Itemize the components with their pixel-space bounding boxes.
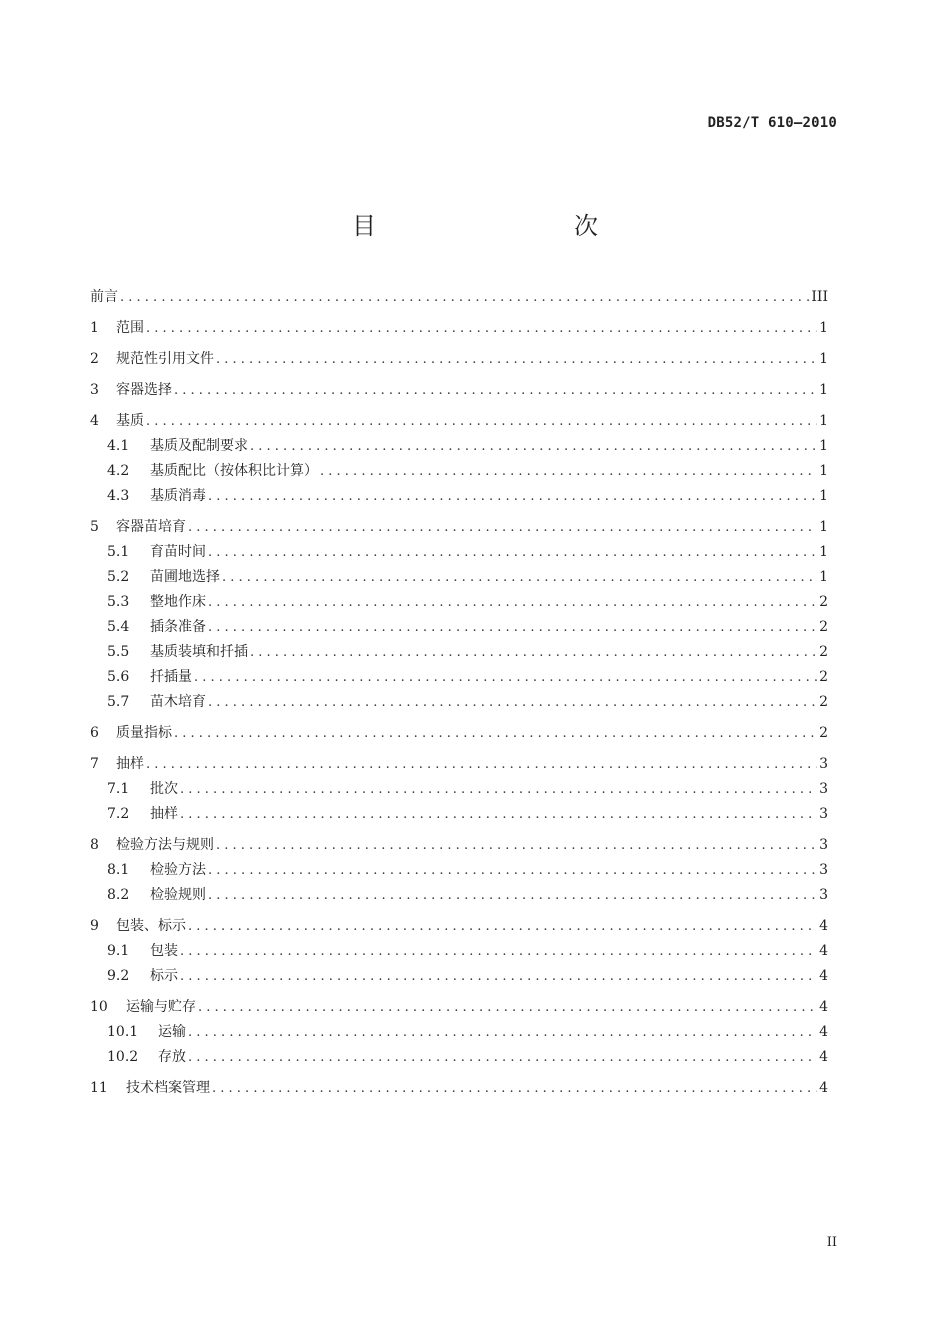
toc-entry-label: 检验规则 xyxy=(150,887,206,903)
toc-entry-label: 整地作床 xyxy=(150,594,206,610)
toc-entry-label: 检验方法与规则 xyxy=(116,837,214,853)
toc-entry-page: 1 xyxy=(819,413,828,429)
toc-entry[interactable] xyxy=(90,914,828,939)
toc-entry-label: 质量指标 xyxy=(116,725,172,741)
dot-leader xyxy=(320,459,817,484)
toc-entry-number: 5.3 xyxy=(107,594,130,610)
toc-entry-label: 抽样 xyxy=(116,756,144,772)
toc-entry-label: 检验方法 xyxy=(150,862,206,878)
toc-entry[interactable] xyxy=(90,721,828,746)
toc-entry-label: 容器选择 xyxy=(116,382,172,398)
toc-entry[interactable] xyxy=(90,540,828,565)
table-of-contents xyxy=(90,285,828,1101)
toc-entry-number: 8 xyxy=(90,837,99,853)
toc-entry-label: 基质装填和扦插 xyxy=(150,644,248,660)
toc-entry[interactable] xyxy=(90,964,828,989)
toc-entry-page: 3 xyxy=(819,862,828,878)
toc-entry-page: 3 xyxy=(819,781,828,797)
dot-leader xyxy=(250,434,817,459)
toc-entry-page: 1 xyxy=(819,488,828,504)
toc-entry-label: 批次 xyxy=(150,781,178,797)
toc-entry-label: 前言 xyxy=(90,289,118,305)
toc-entry-label: 包装 xyxy=(150,943,178,959)
toc-entry-page: 4 xyxy=(819,943,828,959)
toc-entry-page: 1 xyxy=(819,519,828,535)
dot-leader xyxy=(216,833,817,858)
toc-entry-label: 规范性引用文件 xyxy=(116,351,214,367)
toc-entry[interactable] xyxy=(90,1076,828,1101)
toc-entry-label: 基质 xyxy=(116,413,144,429)
toc-entry-number: 5 xyxy=(90,519,99,535)
dot-leader xyxy=(146,409,817,434)
toc-entry[interactable] xyxy=(90,515,828,540)
toc-entry-number: 5.4 xyxy=(107,619,130,635)
toc-entry-label: 包装、标示 xyxy=(116,918,186,934)
toc-entry-number: 11 xyxy=(90,1080,108,1096)
toc-entry-label: 范围 xyxy=(116,320,144,336)
dot-leader xyxy=(174,378,817,403)
dot-leader xyxy=(194,665,817,690)
dot-leader xyxy=(208,883,817,908)
toc-entry-page: 4 xyxy=(819,1049,828,1065)
toc-entry-label: 技术档案管理 xyxy=(126,1080,210,1096)
toc-entry-page: 1 xyxy=(819,320,828,336)
toc-entry-label: 插条准备 xyxy=(150,619,206,635)
dot-leader xyxy=(208,540,817,565)
toc-entry[interactable] xyxy=(90,316,828,341)
toc-entry-page: 3 xyxy=(819,837,828,853)
toc-entry-page: 4 xyxy=(819,1024,828,1040)
dot-leader xyxy=(120,285,809,310)
toc-entry[interactable] xyxy=(90,777,828,802)
dot-leader xyxy=(146,316,817,341)
toc-entry-number: 4 xyxy=(90,413,99,429)
toc-entry[interactable] xyxy=(90,1045,828,1070)
toc-entry-page: 4 xyxy=(819,999,828,1015)
toc-entry-number: 5.7 xyxy=(107,694,130,710)
toc-entry-page: 4 xyxy=(819,1080,828,1096)
toc-entry-number: 5.6 xyxy=(107,669,130,685)
toc-entry-label: 基质消毒 xyxy=(150,488,206,504)
toc-entry[interactable] xyxy=(90,995,828,1020)
toc-entry-page: 2 xyxy=(819,669,828,685)
toc-entry[interactable] xyxy=(90,565,828,590)
dot-leader xyxy=(174,721,817,746)
dot-leader xyxy=(250,640,817,665)
toc-entry-page: 4 xyxy=(819,918,828,934)
toc-entry-page: 1 xyxy=(819,463,828,479)
toc-entry[interactable] xyxy=(90,409,828,434)
toc-entry[interactable] xyxy=(90,459,828,484)
toc-entry[interactable] xyxy=(90,484,828,509)
toc-entry-number: 4.1 xyxy=(107,438,130,454)
toc-entry-page: III xyxy=(811,289,828,305)
dot-leader xyxy=(146,752,817,777)
toc-entry-number: 7.1 xyxy=(107,781,130,797)
page-title: 目 次 xyxy=(352,212,648,240)
dot-leader xyxy=(208,590,817,615)
toc-entry-number: 4.3 xyxy=(107,488,130,504)
dot-leader xyxy=(222,565,817,590)
toc-entry-number: 3 xyxy=(90,382,99,398)
toc-entry-number: 9 xyxy=(90,918,99,934)
toc-entry-label: 运输与贮存 xyxy=(126,999,196,1015)
toc-entry[interactable] xyxy=(90,883,828,908)
dot-leader xyxy=(208,484,817,509)
toc-entry[interactable] xyxy=(90,378,828,403)
dot-leader xyxy=(198,995,817,1020)
toc-entry-number: 5.1 xyxy=(107,544,130,560)
toc-entry-number: 6 xyxy=(90,725,99,741)
toc-entry-label: 基质及配制要求 xyxy=(150,438,248,454)
dot-leader xyxy=(180,939,817,964)
toc-entry[interactable] xyxy=(90,752,828,777)
toc-entry-label: 容器苗培育 xyxy=(116,519,186,535)
document-code: DB52/T 610—2010 xyxy=(707,115,837,131)
dot-leader xyxy=(188,1045,817,1070)
toc-entry-number: 9.1 xyxy=(107,943,130,959)
toc-entry[interactable] xyxy=(90,802,828,827)
toc-entry[interactable] xyxy=(90,833,828,858)
toc-entry-number: 5.5 xyxy=(107,644,130,660)
toc-entry-page: 2 xyxy=(819,725,828,741)
dot-leader xyxy=(188,914,817,939)
toc-entry-number: 5.2 xyxy=(107,569,130,585)
toc-entry[interactable] xyxy=(90,615,828,640)
toc-entry-number: 10.1 xyxy=(107,1024,139,1040)
toc-entry[interactable] xyxy=(90,665,828,690)
toc-entry-label: 扦插量 xyxy=(150,669,192,685)
dot-leader xyxy=(216,347,817,372)
toc-entry-label: 基质配比（按体积比计算） xyxy=(150,463,318,479)
toc-entry-number: 8.1 xyxy=(107,862,130,878)
toc-entry[interactable] xyxy=(90,434,828,459)
toc-entry-page: 1 xyxy=(819,382,828,398)
dot-leader xyxy=(212,1076,817,1101)
toc-entry-page: 1 xyxy=(819,351,828,367)
toc-entry-label: 运输 xyxy=(158,1024,186,1040)
toc-entry[interactable] xyxy=(90,285,828,310)
toc-entry-label: 育苗时间 xyxy=(150,544,206,560)
toc-entry-number: 9.2 xyxy=(107,968,130,984)
toc-entry[interactable] xyxy=(90,590,828,615)
toc-entry[interactable] xyxy=(90,1020,828,1045)
toc-entry-number: 2 xyxy=(90,351,99,367)
toc-entry-label: 标示 xyxy=(150,968,178,984)
toc-entry-label: 抽样 xyxy=(150,806,178,822)
toc-entry[interactable] xyxy=(90,347,828,372)
toc-entry-page: 1 xyxy=(819,569,828,585)
toc-entry-page: 1 xyxy=(819,438,828,454)
dot-leader xyxy=(188,515,817,540)
toc-entry-page: 3 xyxy=(819,887,828,903)
toc-entry-label: 苗木培育 xyxy=(150,694,206,710)
page-number: II xyxy=(826,1235,837,1250)
toc-entry-page: 2 xyxy=(819,594,828,610)
toc-entry[interactable] xyxy=(90,690,828,715)
toc-entry-number: 10.2 xyxy=(107,1049,139,1065)
toc-entry-page: 2 xyxy=(819,644,828,660)
toc-entry-number: 8.2 xyxy=(107,887,130,903)
toc-entry-page: 2 xyxy=(819,619,828,635)
toc-entry-number: 7.2 xyxy=(107,806,130,822)
toc-entry-page: 3 xyxy=(819,756,828,772)
toc-entry-number: 4.2 xyxy=(107,463,130,479)
toc-entry-number: 1 xyxy=(90,320,99,336)
toc-entry-page: 4 xyxy=(819,968,828,984)
toc-entry-page: 2 xyxy=(819,694,828,710)
dot-leader xyxy=(180,802,817,827)
toc-entry[interactable] xyxy=(90,858,828,883)
dot-leader xyxy=(180,964,817,989)
dot-leader xyxy=(188,1020,817,1045)
toc-entry-page: 3 xyxy=(819,806,828,822)
toc-entry-number: 10 xyxy=(90,999,108,1015)
toc-entry-number: 7 xyxy=(90,756,99,772)
toc-entry[interactable] xyxy=(90,640,828,665)
toc-entry-page: 1 xyxy=(819,544,828,560)
toc-entry[interactable] xyxy=(90,939,828,964)
dot-leader xyxy=(208,615,817,640)
dot-leader xyxy=(208,690,817,715)
dot-leader xyxy=(208,858,817,883)
toc-entry-label: 苗圃地选择 xyxy=(150,569,220,585)
toc-entry-label: 存放 xyxy=(158,1049,186,1065)
dot-leader xyxy=(180,777,817,802)
